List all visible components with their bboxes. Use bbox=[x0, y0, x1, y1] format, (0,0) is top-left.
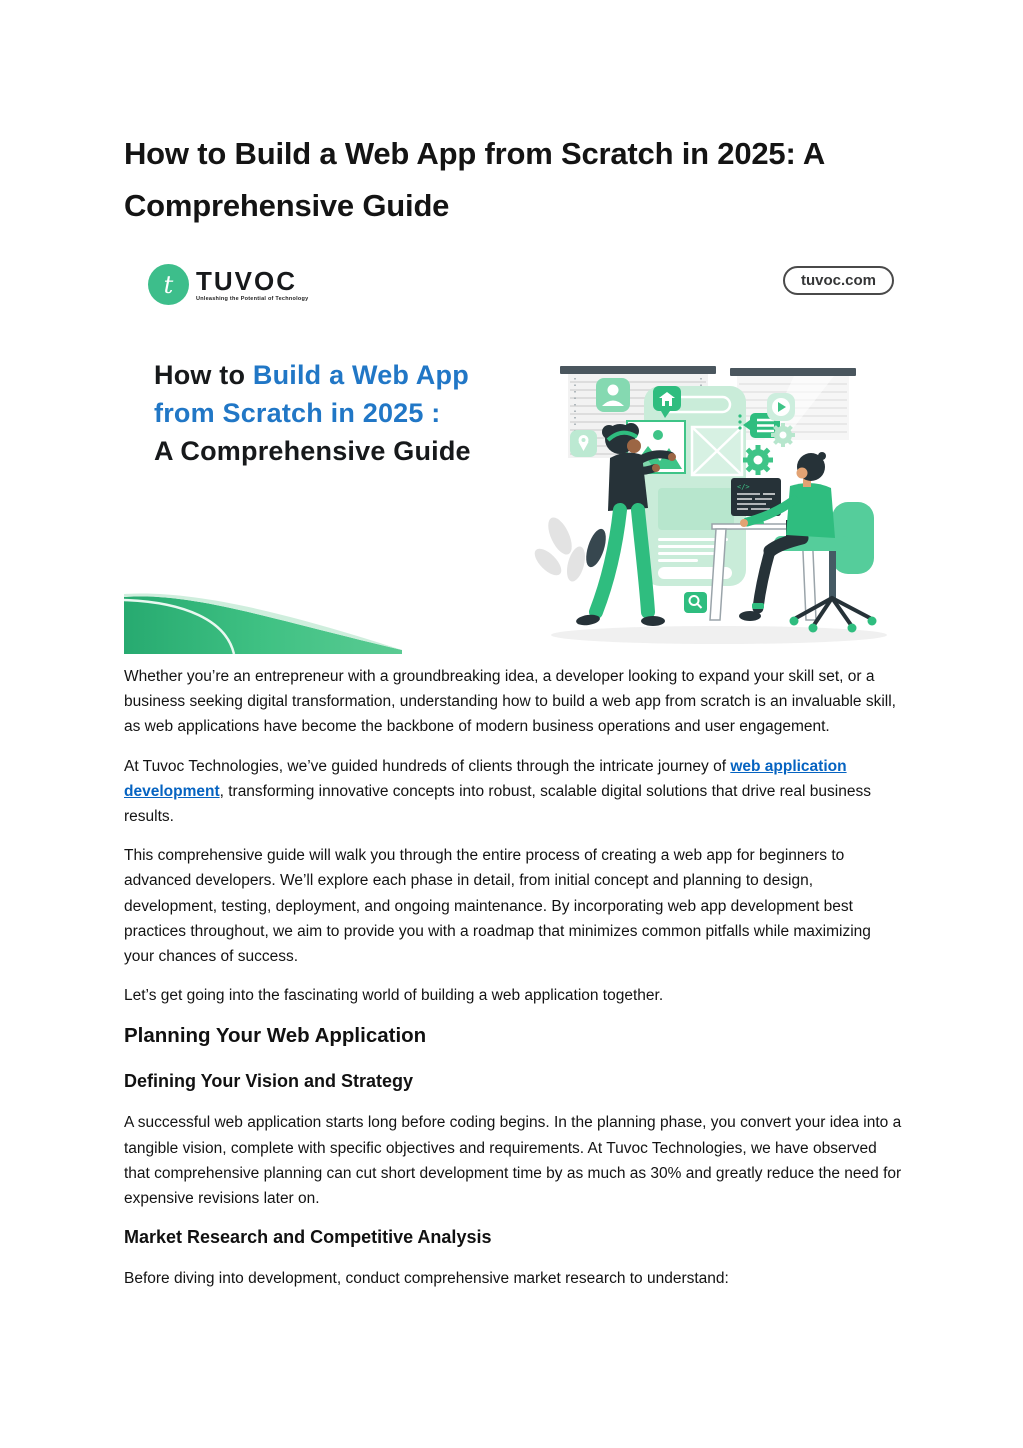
page-title: How to Build a Web App from Scratch in 2025: A Comprehensive Guide bbox=[124, 136, 824, 223]
tuvoc-logo-icon: t bbox=[148, 264, 189, 305]
location-pin-icon bbox=[570, 430, 597, 457]
website-badge: tuvoc.com bbox=[783, 266, 894, 295]
headline-black-2: A Comprehensive Guide bbox=[154, 436, 471, 466]
envelope-placeholder-icon bbox=[692, 427, 742, 475]
tuvoc-logo bbox=[148, 264, 308, 305]
sitting-person bbox=[739, 452, 835, 621]
logo-brand-text: TUVOC bbox=[196, 266, 297, 296]
search-icon bbox=[684, 592, 707, 613]
banner-headline bbox=[154, 356, 514, 470]
web-app-illustration bbox=[534, 336, 896, 658]
web-application-development-link[interactable]: web application development bbox=[124, 757, 847, 800]
paragraph-vision: A successful web application starts long before coding begins. In the planning phase, you convert your idea into a tangible vision, complete with specific objectives and requirements. At Tuvoc Technologies, we have observed that comprehensive planning can cut short development time by as much as 30% and greatly reduce the need for expensive revisions later on. bbox=[124, 1114, 902, 1208]
heading-vision: Defining Your Vision and Strategy bbox=[124, 1071, 414, 1092]
paragraph-lets-go: Let’s get going into the fascinating world of building a web application together. bbox=[124, 987, 664, 1005]
plant-decoration bbox=[534, 514, 588, 583]
article-body bbox=[124, 664, 902, 1305]
heading-planning: Planning Your Web Application bbox=[124, 1024, 427, 1048]
paragraph-guide: This comprehensive guide will walk you through the entire process of creating a web app for beginners to advanced developers. We’ll explore each phase in detail, from initial concept and planning to design, development, testing, deployment, and ongoing maintenance. By incorporating web app development best practices throughout, we aim to provide you with a roadmap that minimizes common pitfalls while maximizing your chances of success. bbox=[124, 847, 871, 966]
headline-blue-1: Build a Web App bbox=[252, 360, 469, 390]
headline-blue-2: from Scratch in 2025 : bbox=[154, 398, 441, 428]
play-icon bbox=[767, 393, 795, 421]
headline-black-1: How to bbox=[154, 360, 253, 390]
ground-shadow bbox=[551, 626, 887, 644]
paragraph-tuvoc: At Tuvoc Technologies, we’ve guided hundreds of clients through the intricate journey of web application development, transforming innovative concepts into robust, scalable digital solutions that drive real business results. bbox=[124, 757, 871, 826]
logo-tagline: Unleashing the Potential of Technology bbox=[196, 296, 309, 302]
green-swoosh-decoration bbox=[124, 590, 404, 654]
paragraph-intro: Whether you’re an entrepreneur with a groundbreaking idea, a developer looking to expand your skill set, or a business seeking digital transformation, understanding how to build a web app from scratch is an invaluable skill, as web applications have become the backbone of modern business operations and user engagement. bbox=[124, 668, 896, 736]
user-icon bbox=[596, 378, 630, 412]
svg-text:</>: </> bbox=[737, 483, 750, 491]
heading-market-research: Market Research and Competitive Analysis bbox=[124, 1227, 492, 1248]
hero-banner bbox=[124, 250, 900, 656]
paragraph-market-research: Before diving into development, conduct comprehensive market research to understand: bbox=[124, 1270, 729, 1288]
